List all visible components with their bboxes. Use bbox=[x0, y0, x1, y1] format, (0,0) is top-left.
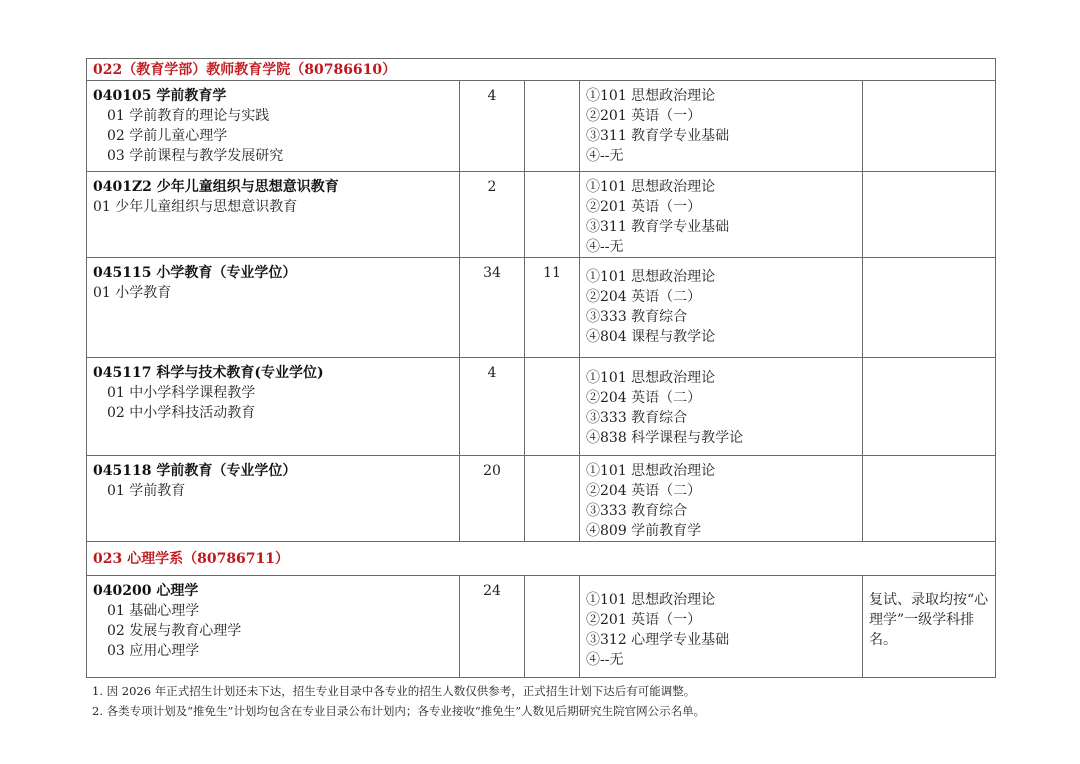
enrollment-count: 34 bbox=[460, 258, 525, 358]
major-title: 040200 心理学 bbox=[93, 583, 199, 599]
direction: 02 中小学科技活动教育 bbox=[107, 405, 256, 421]
major-cell bbox=[87, 456, 460, 542]
exam-subject: ①101 思想政治理论 bbox=[586, 370, 716, 386]
recommended-count bbox=[525, 358, 580, 456]
exam-subject: ④809 学前教育学 bbox=[586, 523, 702, 539]
exam-subject: ①101 思想政治理论 bbox=[586, 88, 716, 104]
footnote: 1. 因 2026 年正式招生计划还未下达，招生专业目录中各专业的招生人数仅供参考，正式招生计划下达后有可能调整。 bbox=[92, 684, 696, 698]
remarks: 复试、录取均按“心理学”一级学科排名。 bbox=[863, 576, 996, 678]
major-title: 0401Z2 少年儿童组织与思想意识教育 bbox=[93, 179, 339, 195]
exam-subject: ④--无 bbox=[586, 652, 624, 668]
exam-subjects bbox=[580, 358, 863, 456]
exam-subject: ③333 教育综合 bbox=[586, 410, 688, 426]
exam-subjects bbox=[580, 81, 863, 172]
direction: 01 学前教育的理论与实践 bbox=[107, 108, 270, 124]
exam-subject: ①101 思想政治理论 bbox=[586, 592, 716, 608]
exam-subject: ③311 教育学专业基础 bbox=[586, 219, 730, 235]
exam-subject: ①101 思想政治理论 bbox=[586, 463, 716, 479]
table-row bbox=[87, 456, 996, 542]
recommended-count bbox=[525, 172, 580, 258]
department-header-row bbox=[87, 59, 996, 81]
exam-subject: ③333 教育综合 bbox=[586, 309, 688, 325]
recommended-count bbox=[525, 81, 580, 172]
enrollment-count: 2 bbox=[460, 172, 525, 258]
exam-subject: ③333 教育综合 bbox=[586, 503, 688, 519]
major-cell bbox=[87, 576, 460, 678]
direction: 01 小学教育 bbox=[93, 285, 172, 301]
major-cell bbox=[87, 81, 460, 172]
major-cell bbox=[87, 172, 460, 258]
exam-subject: ④--无 bbox=[586, 239, 624, 255]
exam-subject: ②201 英语（一） bbox=[586, 108, 702, 124]
major-title: 045117 科学与技术教育(专业学位) bbox=[93, 365, 324, 381]
direction: 03 应用心理学 bbox=[107, 643, 200, 659]
recommended-count: 11 bbox=[525, 258, 580, 358]
exam-subjects bbox=[580, 258, 863, 358]
major-title: 045118 学前教育（专业学位） bbox=[93, 463, 297, 479]
table-row bbox=[87, 358, 996, 456]
exam-subject: ③311 教育学专业基础 bbox=[586, 128, 730, 144]
direction: 03 学前课程与教学发展研究 bbox=[107, 148, 284, 164]
remarks bbox=[863, 172, 996, 258]
direction: 01 少年儿童组织与思想意识教育 bbox=[93, 199, 298, 215]
recommended-count bbox=[525, 456, 580, 542]
direction: 01 基础心理学 bbox=[107, 603, 200, 619]
major-title: 045115 小学教育（专业学位） bbox=[93, 265, 297, 281]
table-row bbox=[87, 258, 996, 358]
exam-subject: ④838 科学课程与教学论 bbox=[586, 430, 744, 446]
exam-subject: ③312 心理学专业基础 bbox=[586, 632, 730, 648]
direction: 02 发展与教育心理学 bbox=[107, 623, 242, 639]
exam-subjects bbox=[580, 576, 863, 678]
footnote: 2. 各类专项计划及“推免生”计划均包含在专业目录公布计划内；各专业接收“推免生”人数见后期研究生院官网公示名单。 bbox=[92, 704, 706, 718]
remarks bbox=[863, 258, 996, 358]
department-header-row bbox=[87, 542, 996, 576]
major-title: 040105 学前教育学 bbox=[93, 88, 227, 104]
exam-subject: ②204 英语（二） bbox=[586, 289, 702, 305]
remarks bbox=[863, 456, 996, 542]
exam-subject: ①101 思想政治理论 bbox=[586, 179, 716, 195]
department-header: 023 心理学系（80786711） bbox=[87, 542, 996, 576]
recommended-count bbox=[525, 576, 580, 678]
exam-subjects bbox=[580, 456, 863, 542]
direction: 01 中小学科学课程教学 bbox=[107, 385, 256, 401]
major-cell bbox=[87, 358, 460, 456]
enrollment-count: 24 bbox=[460, 576, 525, 678]
enrollment-count: 4 bbox=[460, 358, 525, 456]
exam-subject: ④804 课程与教学论 bbox=[586, 329, 716, 345]
direction: 02 学前儿童心理学 bbox=[107, 128, 228, 144]
catalog-table bbox=[86, 58, 996, 678]
exam-subject: ②201 英语（一） bbox=[586, 612, 702, 628]
enrollment-count: 20 bbox=[460, 456, 525, 542]
enrollment-count: 4 bbox=[460, 81, 525, 172]
department-header: 022（教育学部）教师教育学院（80786610） bbox=[87, 59, 996, 81]
table-row bbox=[87, 81, 996, 172]
footnotes bbox=[92, 681, 705, 721]
direction: 01 学前教育 bbox=[107, 483, 186, 499]
exam-subject: ②204 英语（二） bbox=[586, 483, 702, 499]
table-row bbox=[87, 576, 996, 678]
exam-subjects bbox=[580, 172, 863, 258]
remarks bbox=[863, 81, 996, 172]
remarks bbox=[863, 358, 996, 456]
exam-subject: ④--无 bbox=[586, 148, 624, 164]
major-cell bbox=[87, 258, 460, 358]
exam-subject: ②204 英语（二） bbox=[586, 390, 702, 406]
table-row bbox=[87, 172, 996, 258]
exam-subject: ②201 英语（一） bbox=[586, 199, 702, 215]
exam-subject: ①101 思想政治理论 bbox=[586, 269, 716, 285]
